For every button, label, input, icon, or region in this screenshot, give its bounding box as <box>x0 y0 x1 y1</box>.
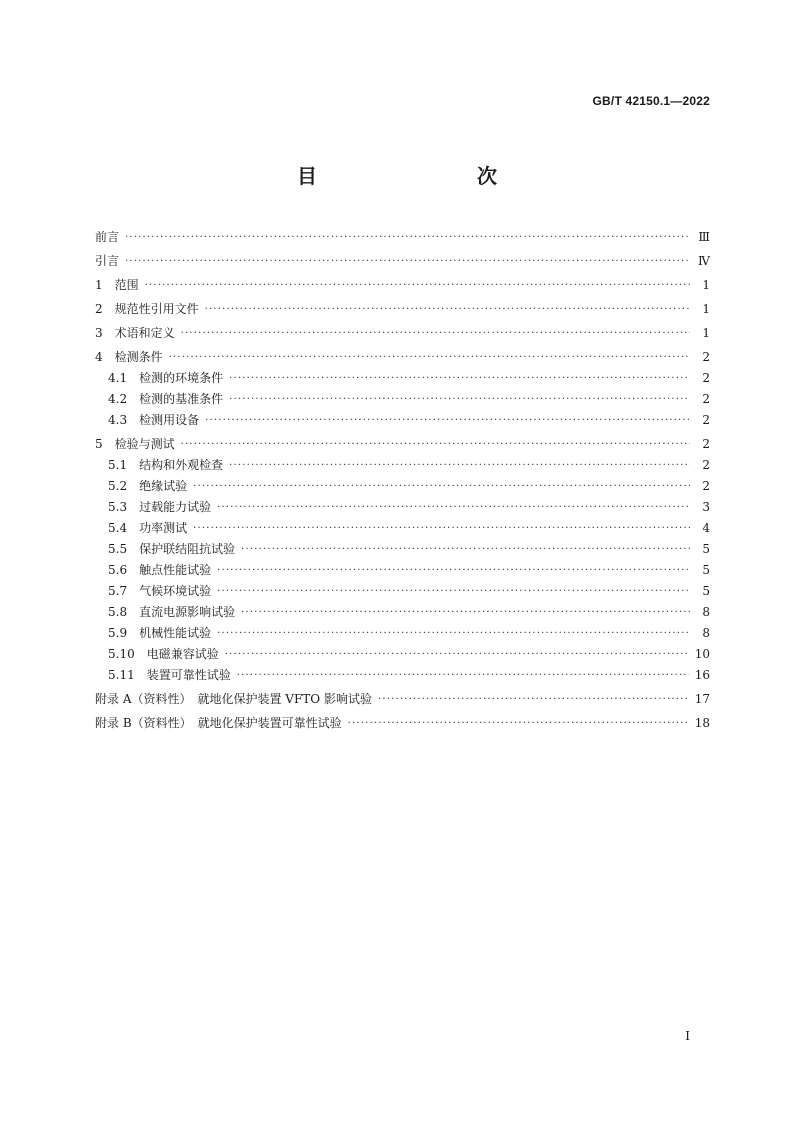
toc-entry[interactable] <box>95 251 710 272</box>
toc-entry-number: 5.10 <box>108 647 135 661</box>
toc-entry-page: 2 <box>702 350 710 364</box>
dot-leader <box>181 434 690 455</box>
toc-entry[interactable] <box>95 410 710 431</box>
toc-entry-number: 5.4 <box>108 521 128 535</box>
toc-entry-label: 术语和定义 <box>114 326 175 340</box>
toc-entry[interactable] <box>95 476 710 497</box>
dot-leader <box>193 518 690 539</box>
toc-entry-number: 4.1 <box>108 371 128 385</box>
toc-entry[interactable] <box>95 497 710 518</box>
toc-entry-page: 18 <box>694 716 710 730</box>
toc-entry-number: 3 <box>95 326 103 340</box>
dot-leader <box>229 389 690 410</box>
toc-entry[interactable] <box>95 347 710 368</box>
dot-leader <box>241 602 690 623</box>
page-title: 目 次 <box>297 164 537 188</box>
dot-leader <box>181 323 690 344</box>
toc-entry-label: 附录 B（资料性） 就地化保护装置可靠性试验 <box>95 716 342 730</box>
toc-entry-number: 4.2 <box>108 392 128 406</box>
toc-entry[interactable] <box>95 389 710 410</box>
dot-leader <box>217 581 690 602</box>
toc-entry-page: 16 <box>694 668 710 682</box>
dot-leader <box>125 227 690 248</box>
toc-entry-page: 4 <box>702 521 710 535</box>
toc-entry-number: 1 <box>95 278 103 292</box>
dot-leader <box>205 299 690 320</box>
toc-entry-page: 2 <box>702 392 710 406</box>
toc-entry-page: 2 <box>702 479 710 493</box>
toc-entry-page: 1 <box>702 302 710 316</box>
toc-entry-label: 电磁兼容试验 <box>146 647 219 661</box>
dot-leader <box>225 644 689 665</box>
toc-entry[interactable] <box>95 689 710 710</box>
toc-entry[interactable] <box>95 644 710 665</box>
toc-entry-label: 检测用设备 <box>139 413 200 427</box>
toc-entry-number: 4.3 <box>108 413 128 427</box>
toc-entry[interactable] <box>95 455 710 476</box>
page-number: I <box>685 1029 690 1043</box>
dot-leader <box>169 347 690 368</box>
toc-entry-label: 检测条件 <box>114 350 163 364</box>
toc-entry-label: 规范性引用文件 <box>114 302 199 316</box>
toc-entry-number: 5.8 <box>108 605 128 619</box>
toc-entry-label: 结构和外观检查 <box>139 458 224 472</box>
toc-entry-number: 5.11 <box>108 668 135 682</box>
toc-entry-page: 2 <box>702 437 710 451</box>
toc-entry[interactable] <box>95 581 710 602</box>
toc-entry[interactable] <box>95 560 710 581</box>
toc-entry[interactable] <box>95 227 710 248</box>
toc-entry-label: 附录 A（资料性） 就地化保护装置 VFTO 影响试验 <box>95 692 372 706</box>
dot-leader <box>193 476 690 497</box>
toc-entry-label: 气候环境试验 <box>139 584 212 598</box>
toc-entry[interactable] <box>95 368 710 389</box>
toc-entry-label: 直流电源影响试验 <box>139 605 236 619</box>
dot-leader <box>378 689 689 710</box>
dot-leader <box>229 368 690 389</box>
toc-entry[interactable] <box>95 539 710 560</box>
dot-leader <box>145 275 690 296</box>
toc-entry-page: 1 <box>702 326 710 340</box>
toc-entry[interactable] <box>95 665 710 686</box>
dot-leader <box>217 623 690 644</box>
toc-entry-page: 3 <box>702 500 710 514</box>
toc-entry-label: 检测的基准条件 <box>139 392 224 406</box>
toc-entry-number: 2 <box>95 302 103 316</box>
toc-entry-page: 2 <box>702 413 710 427</box>
toc-entry-page: 2 <box>702 458 710 472</box>
toc-entry-label: 机械性能试验 <box>139 626 212 640</box>
dot-leader <box>125 251 690 272</box>
toc-entry-number: 5.2 <box>108 479 128 493</box>
toc-entry[interactable] <box>95 299 710 320</box>
toc-entry-number: 5.6 <box>108 563 128 577</box>
dot-leader <box>217 560 690 581</box>
toc-entry-page: 8 <box>702 605 710 619</box>
toc-entry-label: 装置可靠性试验 <box>146 668 231 682</box>
toc-entry-page: 1 <box>702 278 710 292</box>
dot-leader <box>237 665 689 686</box>
toc-entry-page: Ⅲ <box>698 230 710 244</box>
toc-entry-page: 5 <box>702 542 710 556</box>
toc-entry-label: 检验与测试 <box>114 437 175 451</box>
toc-entry-number: 5.7 <box>108 584 128 598</box>
toc-entry-page: 10 <box>694 647 710 661</box>
toc-entry-label: 引言 <box>95 254 120 268</box>
dot-leader <box>205 410 690 431</box>
toc-entry-number: 5.5 <box>108 542 128 556</box>
toc-entry-label: 功率测试 <box>139 521 188 535</box>
toc-entry[interactable] <box>95 518 710 539</box>
toc-entry-page: 5 <box>702 563 710 577</box>
toc-entry-label: 绝缘试验 <box>139 479 188 493</box>
toc-entry[interactable] <box>95 713 710 734</box>
toc-entry[interactable] <box>95 275 710 296</box>
dot-leader <box>241 539 690 560</box>
toc-entry-number: 5.3 <box>108 500 128 514</box>
toc-entry-label: 保护联结阻抗试验 <box>139 542 236 556</box>
toc-entry-number: 5.9 <box>108 626 128 640</box>
toc-entry-page: 2 <box>702 371 710 385</box>
toc-entry-page: 17 <box>694 692 710 706</box>
toc-entry-number: 5 <box>95 437 103 451</box>
toc-entry-label: 触点性能试验 <box>139 563 212 577</box>
toc-entry[interactable] <box>95 434 710 455</box>
toc-entry-label: 过载能力试验 <box>139 500 212 514</box>
toc-entry-page: 8 <box>702 626 710 640</box>
toc-entry-number: 5.1 <box>108 458 128 472</box>
toc-entry-label: 前言 <box>95 230 120 244</box>
dot-leader <box>217 497 690 518</box>
toc-entry[interactable] <box>95 323 710 344</box>
toc-entry-page: 5 <box>702 584 710 598</box>
toc-entry-label: 范围 <box>114 278 139 292</box>
table-of-contents <box>95 227 710 734</box>
toc-entry-number: 4 <box>95 350 103 364</box>
toc-entry[interactable] <box>95 623 710 644</box>
toc-entry[interactable] <box>95 602 710 623</box>
dot-leader <box>229 455 690 476</box>
document-code: GB/T 42150.1—2022 <box>592 94 710 108</box>
toc-entry-page: Ⅳ <box>698 254 710 268</box>
toc-entry-label: 检测的环境条件 <box>139 371 224 385</box>
dot-leader <box>348 713 689 734</box>
